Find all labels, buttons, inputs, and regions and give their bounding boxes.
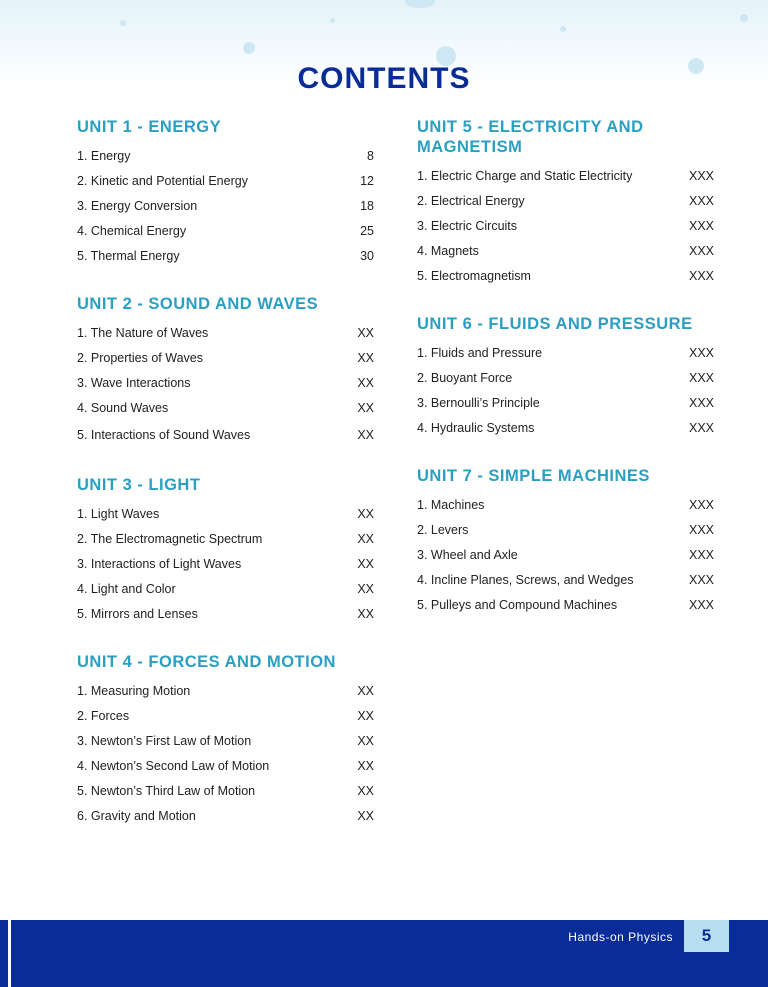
decorative-dot xyxy=(740,14,748,22)
entry-page: XX xyxy=(357,783,374,798)
toc-entry[interactable] xyxy=(417,340,714,365)
entry-page: XXX xyxy=(688,193,714,208)
toc-entry[interactable] xyxy=(77,345,374,370)
entry-label: 3. Interactions of Light Waves xyxy=(77,556,242,571)
page-number: 5 xyxy=(701,926,712,945)
entry-label: 1. Machines xyxy=(417,497,485,512)
toc-entry[interactable] xyxy=(77,501,374,526)
entry-label: 1. Fluids and Pressure xyxy=(417,345,543,360)
entry-page: XXX xyxy=(688,497,714,512)
toc-entry[interactable] xyxy=(77,243,374,268)
entry-page: XX xyxy=(357,808,374,823)
toc-entry[interactable] xyxy=(417,567,714,592)
entry-page: XXX xyxy=(688,597,714,612)
entry-page: XXX xyxy=(688,268,714,283)
unit-heading: UNIT 2 - SOUND AND WAVES xyxy=(77,295,319,313)
entry-label: 4. Light and Color xyxy=(77,581,176,596)
toc-entry[interactable] xyxy=(417,263,714,288)
entry-page: XX xyxy=(357,531,374,546)
toc-entry[interactable] xyxy=(77,526,374,551)
entry-label: 4. Hydraulic Systems xyxy=(417,420,535,435)
entry-page: XX xyxy=(357,427,374,442)
entry-label: 5. Thermal Energy xyxy=(77,248,180,263)
toc-entry[interactable] xyxy=(417,492,714,517)
toc-entry[interactable] xyxy=(77,778,374,803)
right-column xyxy=(417,117,714,643)
entry-page: XXX xyxy=(688,345,714,360)
entry-page: XXX xyxy=(688,395,714,410)
entry-page: 12 xyxy=(360,173,374,188)
entry-page: XX xyxy=(357,683,374,698)
entry-label: 3. Energy Conversion xyxy=(77,198,198,213)
toc-entry[interactable] xyxy=(417,542,714,567)
entry-page: 8 xyxy=(367,148,374,163)
entry-page: XXX xyxy=(688,370,714,385)
page-number-badge xyxy=(684,920,729,952)
entry-page: XX xyxy=(357,556,374,571)
toc-entry[interactable] xyxy=(77,703,374,728)
entry-label: 6. Gravity and Motion xyxy=(77,808,196,823)
entry-page: 18 xyxy=(360,198,374,213)
toc-entry[interactable] xyxy=(417,163,714,188)
entry-label: 2. Levers xyxy=(417,522,469,537)
toc-entry[interactable] xyxy=(77,395,374,420)
unit-section xyxy=(417,117,714,288)
entry-page: XX xyxy=(357,400,374,415)
entry-page: XX xyxy=(357,758,374,773)
entry-label: 4. Newton’s Second Law of Motion xyxy=(77,758,270,773)
toc-entry[interactable] xyxy=(417,592,714,617)
entry-label: 2. Kinetic and Potential Energy xyxy=(77,173,248,188)
entry-page: XXX xyxy=(688,243,714,258)
toc-entry[interactable] xyxy=(77,168,374,193)
entry-page: XX xyxy=(357,581,374,596)
toc-entry[interactable] xyxy=(77,678,374,703)
entry-label: 3. Wheel and Axle xyxy=(417,547,518,562)
entry-page: XX xyxy=(357,350,374,365)
entry-label: 4. Chemical Energy xyxy=(77,223,187,238)
decorative-dot xyxy=(405,0,435,8)
entry-page: 25 xyxy=(360,223,374,238)
entry-label: 2. The Electromagnetic Spectrum xyxy=(77,531,263,546)
entry-label: 1. Electric Charge and Static Electricity xyxy=(417,168,633,183)
entry-page: XX xyxy=(357,375,374,390)
entry-label: 5. Interactions of Sound Waves xyxy=(77,427,251,442)
toc-entry[interactable] xyxy=(77,218,374,243)
toc-entry[interactable] xyxy=(77,143,374,168)
unit-heading: UNIT 6 - FLUIDS AND PRESSURE xyxy=(417,315,693,333)
entry-page: XX xyxy=(357,506,374,521)
unit-heading: UNIT 5 - ELECTRICITY AND MAGNETISM xyxy=(417,118,644,156)
toc-entry[interactable] xyxy=(77,601,374,626)
toc-entry[interactable] xyxy=(77,320,374,345)
unit-section xyxy=(417,466,714,617)
entry-label: 4. Magnets xyxy=(417,243,479,258)
entry-page: XXX xyxy=(688,420,714,435)
entry-label: 3. Newton’s First Law of Motion xyxy=(77,733,252,748)
entry-page: XX xyxy=(357,733,374,748)
toc-entry[interactable] xyxy=(77,728,374,753)
toc-entry[interactable] xyxy=(77,753,374,778)
decorative-dot xyxy=(120,20,126,26)
unit-section xyxy=(417,314,714,440)
unit-section xyxy=(77,117,374,268)
entry-label: 2. Forces xyxy=(77,708,130,723)
page-title: CONTENTS xyxy=(297,62,471,95)
decorative-dot xyxy=(243,42,255,54)
footer-bar xyxy=(0,920,768,987)
entry-label: 1. Energy xyxy=(77,148,131,163)
entry-label: 5. Mirrors and Lenses xyxy=(77,606,198,621)
unit-heading: UNIT 3 - LIGHT xyxy=(77,476,201,494)
toc-entry[interactable] xyxy=(417,365,714,390)
entry-label: 2. Buoyant Force xyxy=(417,370,513,385)
entry-page: XX xyxy=(357,606,374,621)
entry-label: 5. Pulleys and Compound Machines xyxy=(417,597,618,612)
toc-entry[interactable] xyxy=(77,193,374,218)
toc-entry[interactable] xyxy=(417,415,714,440)
entry-label: 1. The Nature of Waves xyxy=(77,325,209,340)
unit-section xyxy=(77,475,374,626)
toc-entry[interactable] xyxy=(417,517,714,542)
entry-page: XXX xyxy=(688,572,714,587)
unit-heading: UNIT 7 - SIMPLE MACHINES xyxy=(417,467,650,485)
toc-entry[interactable] xyxy=(77,370,374,395)
entry-page: XXX xyxy=(688,168,714,183)
entry-label: 3. Electric Circuits xyxy=(417,218,518,233)
entry-page: XX xyxy=(357,708,374,723)
entry-label: 3. Wave Interactions xyxy=(77,375,191,390)
toc-entry[interactable] xyxy=(77,803,374,828)
toc-entry[interactable] xyxy=(77,576,374,601)
toc-entry[interactable] xyxy=(417,188,714,213)
entry-page: XX xyxy=(357,325,374,340)
entry-label: 2. Properties of Waves xyxy=(77,350,203,365)
entry-label: 2. Electrical Energy xyxy=(417,193,525,208)
toc-entry[interactable] xyxy=(417,390,714,415)
entry-page: XXX xyxy=(688,218,714,233)
left-column xyxy=(77,117,374,854)
toc-entry[interactable] xyxy=(77,551,374,576)
unit-heading: UNIT 4 - FORCES AND MOTION xyxy=(77,653,336,671)
entry-label: 5. Newton’s Third Law of Motion xyxy=(77,783,256,798)
entry-label: 1. Light Waves xyxy=(77,506,160,521)
decorative-dot xyxy=(560,26,566,32)
entry-label: 4. Incline Planes, Screws, and Wedges xyxy=(417,572,634,587)
entry-page: 30 xyxy=(360,248,374,263)
toc-entry[interactable] xyxy=(417,213,714,238)
toc-entry[interactable] xyxy=(417,238,714,263)
unit-section xyxy=(77,294,374,449)
footer-divider xyxy=(8,920,11,987)
entry-label: 4. Sound Waves xyxy=(77,400,169,415)
entry-page: XXX xyxy=(688,547,714,562)
entry-label: 1. Measuring Motion xyxy=(77,683,191,698)
entry-label: 3. Bernoulli’s Principle xyxy=(417,395,540,410)
unit-section xyxy=(77,652,374,828)
toc-entry[interactable] xyxy=(77,420,374,449)
entry-page: XXX xyxy=(688,522,714,537)
decorative-dot xyxy=(330,18,335,23)
footer-book-title: Hands-on Physics xyxy=(568,930,673,944)
unit-heading: UNIT 1 - ENERGY xyxy=(77,118,222,136)
entry-label: 5. Electromagnetism xyxy=(417,268,531,283)
